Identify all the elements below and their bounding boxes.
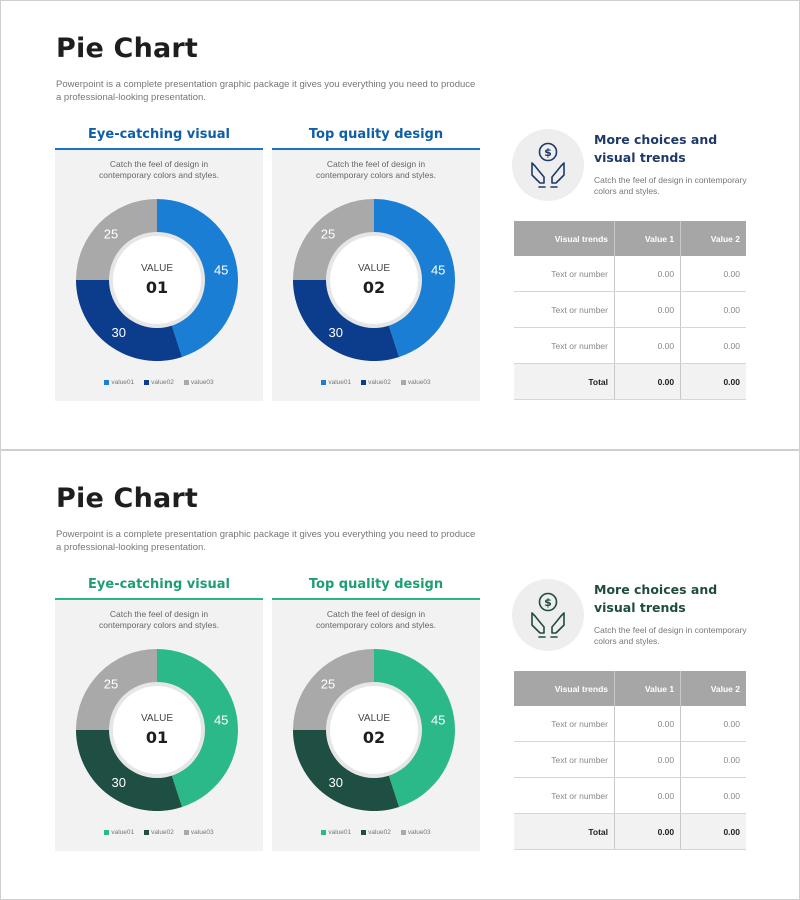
- center-label: VALUE: [357, 713, 391, 724]
- table-cell: 0.00: [615, 292, 681, 328]
- card-subtitle-line: Catch the feel of design in: [109, 159, 209, 169]
- card-body: [272, 150, 480, 401]
- table-cell: Text or number: [514, 256, 615, 292]
- legend-item: [144, 379, 174, 386]
- icon-badge: [512, 579, 584, 651]
- table-cell: 0.00: [681, 778, 746, 814]
- data-label: 45: [430, 712, 446, 728]
- legend-item: [104, 829, 134, 836]
- table-row: [514, 292, 746, 328]
- data-label: 25: [320, 676, 336, 692]
- value-table: [514, 671, 746, 850]
- feature-title: More choices and visual trends: [594, 132, 718, 165]
- feature-block: [512, 129, 762, 204]
- donut-chart: [292, 198, 456, 362]
- card-heading: Eye-catching visual: [88, 127, 230, 142]
- data-label: 25: [103, 676, 119, 692]
- legend-swatch: [401, 830, 406, 835]
- legend-item: [104, 379, 134, 386]
- data-label: 30: [111, 775, 127, 791]
- table-cell: 0.00: [681, 256, 746, 292]
- chart-legend: [272, 379, 480, 386]
- legend-label: value01: [328, 829, 352, 836]
- legend-swatch: [321, 830, 326, 835]
- chart-legend: [55, 829, 263, 836]
- donut-chart: [75, 198, 239, 362]
- table-row: [514, 328, 746, 364]
- card-heading: Eye-catching visual: [88, 577, 230, 592]
- legend-swatch: [361, 380, 366, 385]
- legend-item: [321, 379, 351, 386]
- legend-label: value03: [190, 829, 214, 836]
- card-subtitle: [272, 609, 480, 631]
- center-label: VALUE: [140, 263, 174, 274]
- feature-description: Catch the feel of design in contemporary colors and styles.: [594, 175, 747, 196]
- card-subtitle-line: contemporary colors and styles.: [316, 620, 436, 630]
- chart-card: [272, 573, 480, 851]
- column-header: Value 1: [615, 221, 681, 256]
- legend-label: value03: [407, 829, 431, 836]
- card-body: [55, 600, 263, 851]
- data-label: 25: [320, 226, 336, 242]
- center-number: 01: [145, 728, 169, 747]
- donut-chart: [75, 648, 239, 812]
- legend-label: value02: [368, 829, 391, 836]
- card-subtitle-line: Catch the feel of design in: [326, 609, 426, 619]
- data-label: 45: [430, 262, 446, 278]
- legend-swatch: [184, 380, 189, 385]
- table-cell: 0.00: [615, 778, 681, 814]
- legend-swatch: [361, 830, 366, 835]
- table-total-row: [514, 814, 746, 850]
- feature-description: Catch the feel of design in contemporary colors and styles.: [594, 625, 747, 646]
- card-subtitle: [55, 159, 263, 181]
- table-cell: 0.00: [615, 814, 681, 850]
- table-row: [514, 706, 746, 742]
- legend-swatch: [104, 380, 109, 385]
- center-number: 01: [145, 278, 169, 297]
- table-cell: 0.00: [681, 328, 746, 364]
- column-header: Value 2: [681, 671, 746, 706]
- legend-item: [361, 829, 391, 836]
- svg-text:$: $: [544, 146, 552, 159]
- donut-chart: [292, 648, 456, 812]
- table-header-row: [514, 671, 746, 706]
- chart-card: [272, 123, 480, 401]
- table-row: [514, 742, 746, 778]
- chart-card: [55, 123, 263, 401]
- card-subtitle-line: Catch the feel of design in: [109, 609, 209, 619]
- legend-item: [321, 829, 351, 836]
- card-body: [55, 150, 263, 401]
- table-cell: Text or number: [514, 742, 615, 778]
- legend-label: value02: [151, 829, 174, 836]
- legend-swatch: [184, 830, 189, 835]
- table-cell: 0.00: [681, 814, 746, 850]
- column-header: Visual trends: [514, 671, 615, 706]
- data-label: 45: [213, 262, 229, 278]
- table-cell: Text or number: [514, 706, 615, 742]
- table-cell: 0.00: [681, 364, 746, 400]
- legend-swatch: [144, 380, 149, 385]
- icon-badge: [512, 129, 584, 201]
- legend-label: value01: [111, 829, 135, 836]
- table-cell: Text or number: [514, 778, 615, 814]
- feature-title: More choices and visual trends: [594, 582, 718, 615]
- table-cell: Total: [514, 814, 615, 850]
- data-label: 30: [111, 325, 127, 341]
- page-description: Powerpoint is a complete presentation graphic package it gives you everything you need to produce a professional-looking presentation.: [56, 79, 476, 103]
- table-row: [514, 256, 746, 292]
- legend-item: [184, 829, 214, 836]
- card-subtitle: [272, 159, 480, 181]
- legend-label: value02: [151, 379, 174, 386]
- value-table: [514, 221, 746, 400]
- money-hands-icon: [528, 141, 568, 189]
- data-label: 45: [213, 712, 229, 728]
- center-label: VALUE: [140, 713, 174, 724]
- table-cell: 0.00: [615, 706, 681, 742]
- table-cell: 0.00: [615, 364, 681, 400]
- card-subtitle-line: contemporary colors and styles.: [99, 620, 219, 630]
- page-title: Pie Chart: [56, 483, 199, 514]
- card-body: [272, 600, 480, 851]
- legend-item: [144, 829, 174, 836]
- legend-label: value03: [407, 379, 431, 386]
- card-heading: Top quality design: [308, 577, 444, 592]
- column-header: Value 2: [681, 221, 746, 256]
- chart-card: [55, 573, 263, 851]
- legend-label: value03: [190, 379, 214, 386]
- table-cell: 0.00: [615, 256, 681, 292]
- legend-item: [184, 379, 214, 386]
- table-cell: Text or number: [514, 328, 615, 364]
- svg-text:$: $: [544, 596, 552, 609]
- chart-legend: [55, 379, 263, 386]
- legend-swatch: [321, 380, 326, 385]
- data-label: 25: [103, 226, 119, 242]
- feature-block: [512, 579, 762, 654]
- table-cell: 0.00: [681, 292, 746, 328]
- table-cell: 0.00: [681, 742, 746, 778]
- center-number: 02: [362, 278, 386, 297]
- data-label: 30: [328, 325, 344, 341]
- legend-label: value02: [368, 379, 391, 386]
- legend-item: [361, 379, 391, 386]
- page-description: Powerpoint is a complete presentation graphic package it gives you everything you need to produce a professional-looking presentation.: [56, 529, 476, 553]
- card-subtitle: [55, 609, 263, 631]
- data-label: 30: [328, 775, 344, 791]
- table-cell: Total: [514, 364, 615, 400]
- column-header: Value 1: [615, 671, 681, 706]
- card-subtitle-line: contemporary colors and styles.: [316, 170, 436, 180]
- legend-swatch: [144, 830, 149, 835]
- center-number: 02: [362, 728, 386, 747]
- legend-item: [401, 829, 431, 836]
- table-header-row: [514, 221, 746, 256]
- page-title: Pie Chart: [56, 33, 199, 64]
- table-cell: 0.00: [615, 328, 681, 364]
- legend-label: value01: [111, 379, 135, 386]
- slide-green: [0, 450, 800, 900]
- legend-swatch: [104, 830, 109, 835]
- center-label: VALUE: [357, 263, 391, 274]
- legend-item: [401, 379, 431, 386]
- legend-swatch: [401, 380, 406, 385]
- table-total-row: [514, 364, 746, 400]
- table-cell: 0.00: [681, 706, 746, 742]
- legend-label: value01: [328, 379, 352, 386]
- card-heading: Top quality design: [308, 127, 444, 142]
- chart-legend: [272, 829, 480, 836]
- card-subtitle-line: contemporary colors and styles.: [99, 170, 219, 180]
- card-subtitle-line: Catch the feel of design in: [326, 159, 426, 169]
- table-cell: Text or number: [514, 292, 615, 328]
- table-row: [514, 778, 746, 814]
- column-header: Visual trends: [514, 221, 615, 256]
- money-hands-icon: [528, 591, 568, 639]
- table-cell: 0.00: [615, 742, 681, 778]
